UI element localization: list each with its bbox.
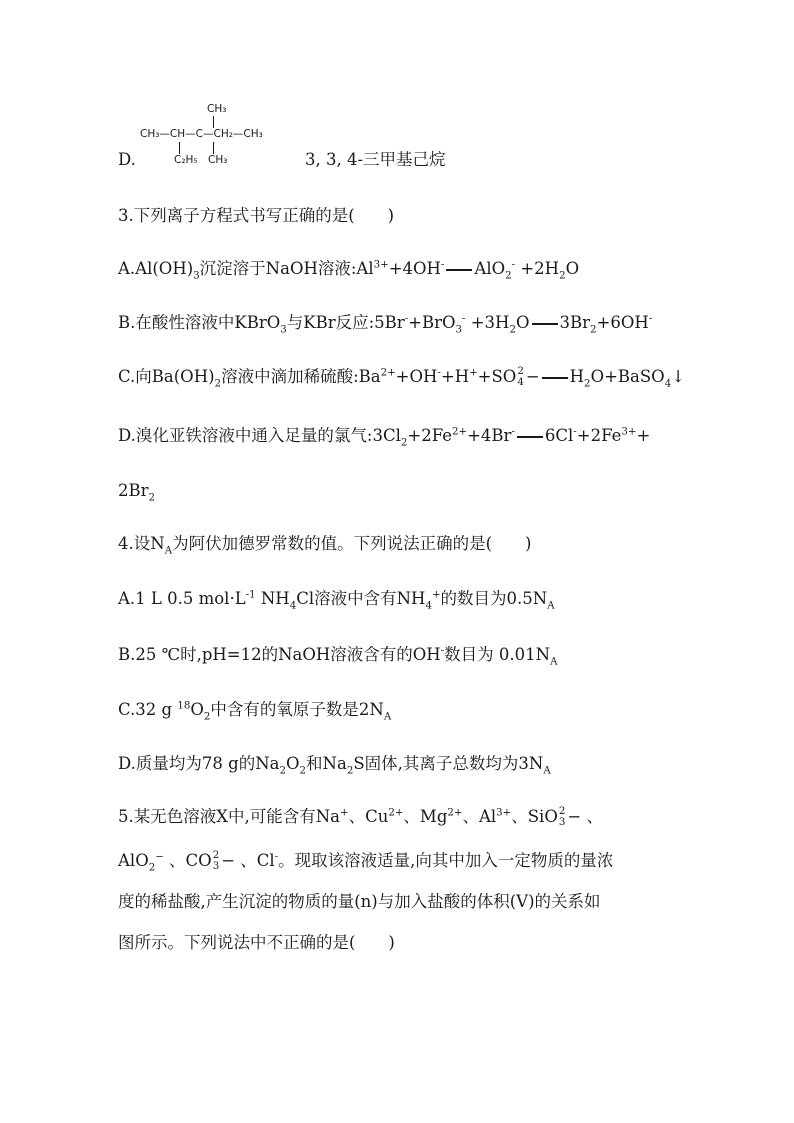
text-run: +6OH [596,313,649,332]
text-run: − [525,367,540,386]
bond-right [213,142,214,154]
equals-sign [517,436,543,438]
text-run: 的数目为0.5N [440,589,548,608]
q5-line-3: 度的稀盐酸,产生沉淀的物质的量(n)与加入盐酸的体积(V)的关系如 [118,892,601,911]
q2-option-d-name: 3, 3, 4-三甲基己烷 [305,150,446,169]
text-run: 为阿伏加德罗常数的值。下列说法正确的是( ) [172,534,532,553]
text-run: O [190,700,204,719]
q4-option-c [118,699,391,721]
text-run: − [567,807,582,826]
q4-option-b [118,644,557,666]
superscript: 2+ [380,367,396,379]
branch-ch3: CH₃ [208,154,228,166]
text-run: 3 [558,816,566,828]
text-run: ↓ [671,367,686,386]
top-ch3: CH₃ [207,103,227,115]
text-run: 6Cl [544,426,574,445]
subscript: A [550,656,558,668]
text-run: D.质量均为78 g的Na [118,754,280,773]
q3-stem: 3.下列离子方程式书写正确的是( ) [118,206,395,225]
text-run: 5.某无色溶液X中,可能含有Na [118,807,341,826]
q5-line-1 [118,806,603,828]
text-run: B.在酸性溶液中KBrO [118,313,281,332]
subscript: 2 [400,437,408,449]
q4-stem [118,533,531,555]
superscript: 2+ [452,426,468,438]
text-run: +4OH [388,259,441,278]
superscript: − [155,851,164,863]
superscript: - [511,259,516,271]
subscript: 2 [214,378,222,390]
superscript: - [440,259,445,271]
text-run: +OH [395,367,438,386]
carbonate-charge [213,851,220,871]
text-run: 4 [517,376,524,388]
subscript: 4 [289,600,297,612]
superscript: - [440,645,445,657]
text-run: AlO [474,259,506,278]
subscript: 2 [148,862,156,874]
q5-line-4: 图所示。下列说法中不正确的是( ) [118,933,395,952]
text-run: A.Al(OH) [118,259,194,278]
text-run: H [569,367,585,386]
text-run: +BrO [408,313,456,332]
subscript: 2 [509,324,516,336]
text-run: 、 [581,807,603,826]
text-run: D.溴化亚铁溶液中通入足量的氯气:3Cl [118,426,401,445]
subscript: 4 [664,378,672,390]
text-run: 4.设N [118,534,165,553]
superscript: 2+ [388,807,404,819]
q3-option-d-cont [118,480,155,502]
subscript: 2 [148,492,156,504]
text-run: − [221,851,236,870]
text-run: 。现取该溶液适量,向其中加入一定物质的量浓 [278,851,614,870]
superscript: + [469,367,478,379]
subscript: 2 [203,711,211,723]
text-run: +2Fe [407,426,453,445]
option-label: D. [118,150,136,169]
superscript: 3+ [496,807,512,819]
text-run: O [285,754,300,773]
subscript: 2 [584,378,591,390]
text-run: 、SiO [511,807,558,826]
text-run: +H [440,367,470,386]
q4-option-d [118,753,551,775]
q5-line-2 [118,850,613,872]
subscript: A [543,765,551,777]
equals-sign [446,269,472,271]
text-run: 、Mg [403,807,448,826]
superscript: - [511,426,515,438]
text-run: 、Al [462,807,497,826]
text-run: 2 [517,366,524,378]
text-run: +2Fe [576,426,622,445]
q3-option-b [118,312,652,334]
silicate-charge [559,807,566,827]
superscript: 3+ [621,426,637,438]
subscript: 4 [425,600,432,612]
superscript: + [340,807,349,819]
q3-option-a [118,258,579,280]
text-run: 、Cl [235,851,275,870]
text-run: +4Br [467,426,512,445]
text-run: O [565,259,580,278]
text-run: +3H [465,313,510,332]
subscript: 2 [279,765,286,777]
text-run: 中含有的氧原子数是2N [210,700,384,719]
q2-option-d [118,149,136,171]
subscript: A [164,545,173,557]
superscript: - [404,313,409,325]
subscript: 3 [193,270,200,282]
text-run: S固体,其离子总数均为3N [353,754,544,773]
q3-option-d [118,425,650,447]
text-run: 3 [212,860,220,872]
text-run: C.向Ba(OH) [118,367,215,386]
text-run: O+BaSO [590,367,665,386]
superscript: 18 [177,700,191,712]
text-run: C.32 g [118,700,178,719]
superscript: - [462,313,466,325]
text-run: AlO [118,851,149,870]
text-run: A.1 L 0.5 mol·L [118,589,246,608]
subscript: 2 [590,324,597,336]
text-run: 3Br [559,313,591,332]
text-run: +2H [515,259,560,278]
superscript: - [437,367,441,379]
text-run: 数目为 0.01N [444,645,551,664]
subscript: 2 [559,270,566,282]
text-run: 溶液中滴加稀硫酸:Ba [221,367,381,386]
superscript: + [431,589,441,601]
equals-sign [542,377,568,379]
text-run: NH [255,589,290,608]
bond-top [213,116,214,128]
superscript: -1 [245,589,256,601]
text-run: 、CO [163,851,212,870]
sulfate-charge [517,367,524,387]
bond-left [179,142,180,154]
superscript: - [648,313,653,325]
text-run: 沉淀溶于NaOH溶液:Al [199,259,374,278]
text-run: Cl溶液中含有NH [296,589,426,608]
superscript: 3+ [373,259,389,271]
text-run: +SO [477,367,517,386]
equals-sign [532,323,558,325]
subscript: 2 [346,765,354,777]
superscript: - [274,851,279,863]
q3-option-c [118,366,685,388]
q4-option-a [118,588,555,610]
subscript: A [383,711,392,723]
text-run: 与KBr反应:5Br [286,313,405,332]
branch-c2h5: C₂H₅ [174,154,198,166]
text-run: O [515,313,530,332]
subscript: 3 [455,324,463,336]
subscript: 3 [280,324,287,336]
subscript: 2 [505,270,512,282]
subscript: 2 [299,765,307,777]
text-run: 和Na [306,754,347,773]
subscript: A [547,600,555,612]
superscript: - [573,426,577,438]
main-chain: CH₃—CH—C—CH₂—CH₃ [140,128,263,140]
text-run: 2Br [118,481,149,500]
text-run: + [636,426,651,445]
text-run: 2 [558,806,566,818]
superscript: 2+ [447,807,463,819]
text-run: 2 [212,850,220,862]
text-run: B.25 ℃时,pH=12的NaOH溶液含有的OH [118,645,441,664]
text-run: 、Cu [348,807,389,826]
